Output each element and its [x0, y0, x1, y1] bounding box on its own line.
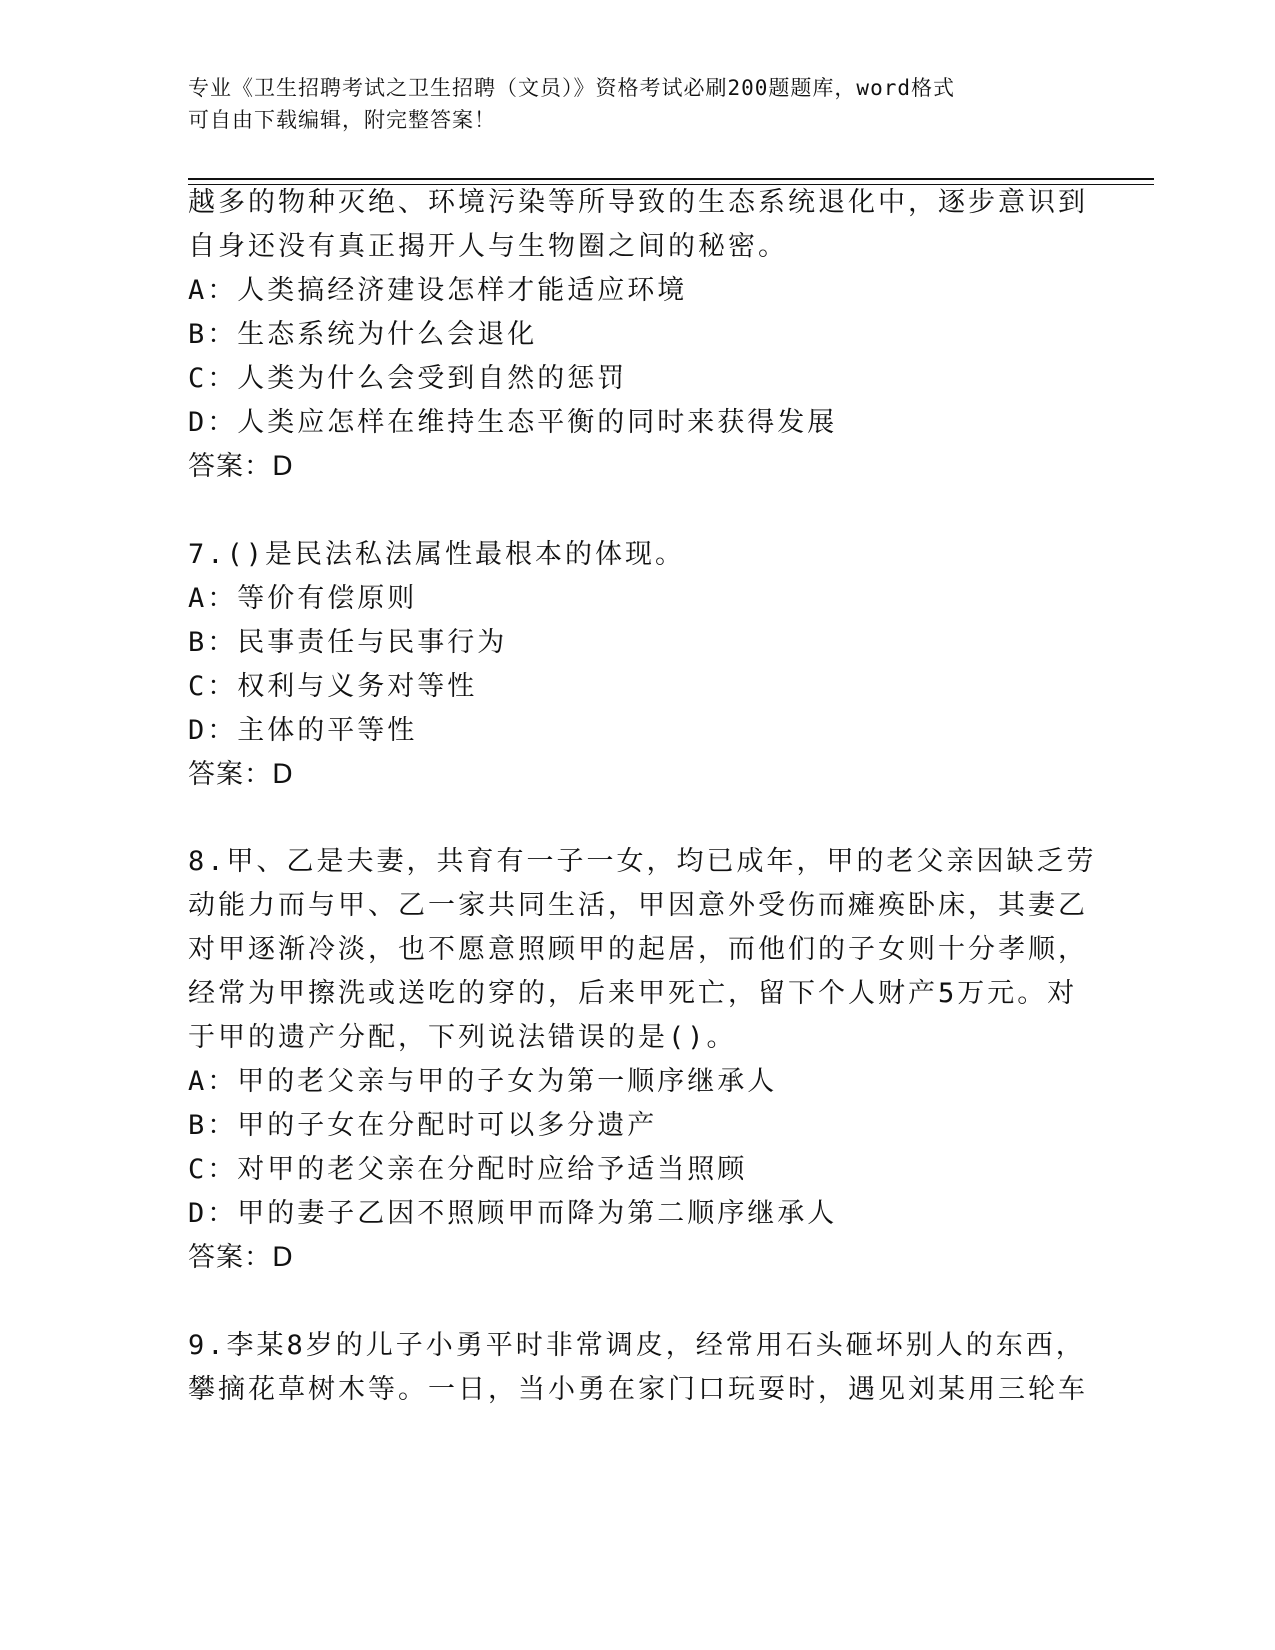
q8-stem-line-5: 于甲的遗产分配，下列说法错误的是()。: [188, 1022, 737, 1053]
q7-option-d: D：主体的平等性: [188, 715, 418, 746]
q8-stem-line-4: 经常为甲擦洗或送吃的穿的，后来甲死亡，留下个人财产5万元。对: [188, 978, 1078, 1009]
q8-stem-line-2: 动能力而与甲、乙一家共同生活，甲因意外受伤而瘫痪卧床，其妻乙: [188, 890, 1088, 921]
header-rule-thick: [188, 178, 1154, 180]
q7-stem-line-1: 7.()是民法私法属性最根本的体现。: [188, 539, 686, 570]
q6-option-a: A：人类搞经济建设怎样才能适应环境: [188, 275, 688, 306]
q6-option-b: B：生态系统为什么会退化: [188, 319, 538, 350]
q8-stem-line-3: 对甲逐渐冷淡，也不愿意照顾甲的起居，而他们的子女则十分孝顺，: [188, 934, 1088, 965]
header-line-2: 可自由下载编辑，附完整答案！: [188, 108, 496, 132]
q8-option-c: C：对甲的老父亲在分配时应给予适当照顾: [188, 1154, 748, 1185]
header-line-1: 专业《卫生招聘考试之卫生招聘（文员）》资格考试必刷200题题库，word格式: [188, 76, 955, 100]
q9-stem-line-1: 9.李某8岁的儿子小勇平时非常调皮，经常用石头砸坏别人的东西，: [188, 1330, 1086, 1361]
q6-option-c: C：人类为什么会受到自然的惩罚: [188, 363, 628, 394]
q7-option-b: B：民事责任与民事行为: [188, 627, 508, 658]
q7-answer: 答案：D: [188, 759, 294, 790]
q8-option-b: B：甲的子女在分配时可以多分遗产: [188, 1110, 658, 1141]
q8-option-a: A：甲的老父亲与甲的子女为第一顺序继承人: [188, 1066, 778, 1097]
q8-stem-line-1: 8.甲、乙是夫妻，共育有一子一女，均已成年，甲的老父亲因缺乏劳: [188, 846, 1097, 877]
q8-answer: 答案：D: [188, 1242, 294, 1273]
q6-answer: 答案：D: [188, 451, 294, 482]
document-header: [188, 72, 1068, 136]
q8-option-d: D：甲的妻子乙因不照顾甲而降为第二顺序继承人: [188, 1198, 838, 1229]
q6-stem-line-2: 自身还没有真正揭开人与生物圈之间的秘密。: [188, 231, 788, 262]
q9-stem-line-2: 攀摘花草树木等。一日，当小勇在家门口玩耍时，遇见刘某用三轮车: [188, 1374, 1088, 1405]
q6-option-d: D：人类应怎样在维持生态平衡的同时来获得发展: [188, 407, 838, 438]
q6-stem-line-1: 越多的物种灭绝、环境污染等所导致的生态系统退化中，逐步意识到: [188, 187, 1088, 218]
q7-option-a: A：等价有偿原则: [188, 583, 418, 614]
q7-option-c: C：权利与义务对等性: [188, 671, 478, 702]
